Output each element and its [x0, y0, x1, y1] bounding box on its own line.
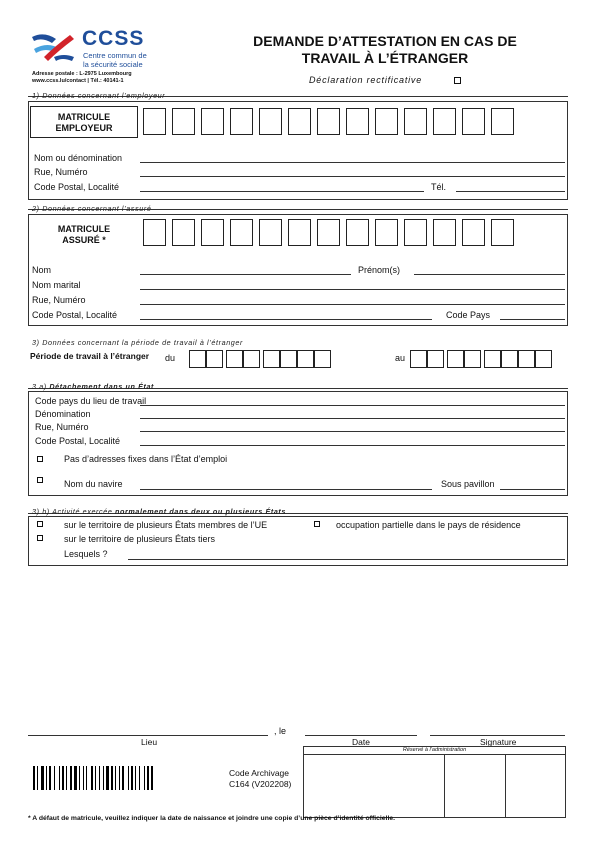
digit-box[interactable]	[501, 350, 518, 368]
digit-box[interactable]	[317, 108, 340, 135]
flag-label: Sous pavillon	[441, 479, 495, 489]
digit-box[interactable]	[314, 350, 331, 368]
ship-checkbox[interactable]	[37, 477, 43, 483]
digit-box[interactable]	[375, 108, 398, 135]
logo-text: CCSS	[82, 27, 145, 50]
insured-postal-label: Code Postal, Localité	[32, 310, 118, 320]
digit-box[interactable]	[226, 350, 243, 368]
partial-residence-checkbox[interactable]	[314, 521, 320, 527]
insured-country-field[interactable]	[500, 319, 565, 320]
ship-name-field[interactable]	[140, 489, 432, 490]
digit-box[interactable]	[201, 219, 224, 246]
digit-box[interactable]	[491, 108, 514, 135]
digit-box[interactable]	[346, 108, 369, 135]
barcode-bar	[106, 766, 109, 790]
barcode-bar	[41, 766, 44, 790]
admin-divider-1	[444, 754, 445, 818]
digit-box[interactable]	[280, 350, 297, 368]
employer-name-label: Nom ou dénomination	[34, 153, 123, 163]
section-3a-prefix: 3 a)	[32, 382, 50, 391]
insured-marital-label: Nom marital	[32, 280, 81, 290]
digit-box[interactable]	[263, 350, 280, 368]
barcode-bar	[83, 766, 84, 790]
insured-matricule-label-2: ASSURÉ *	[62, 235, 106, 245]
detachment-street-label: Rue, Numéro	[35, 422, 89, 432]
digit-box[interactable]	[288, 108, 311, 135]
insured-matricule-boxes[interactable]	[143, 219, 514, 246]
no-fixed-address-checkbox[interactable]	[37, 456, 43, 462]
barcode-bar	[66, 766, 67, 790]
date-separator: , le	[274, 726, 287, 736]
barcode-bar	[144, 766, 145, 790]
digit-box[interactable]	[230, 108, 253, 135]
employer-matricule-boxes[interactable]	[143, 108, 514, 135]
section-1-title: 1) Données concernant l’employeur	[32, 91, 166, 100]
insured-street-label: Rue, Numéro	[32, 295, 86, 305]
detachment-postal-label: Code Postal, Localité	[35, 436, 121, 446]
no-fixed-address-label: Pas d’adresses fixes dans l’État d’emploi	[64, 454, 228, 464]
admin-reserved-box	[303, 746, 566, 818]
rectification-checkbox[interactable]	[454, 77, 461, 84]
contact-line: www.ccss.lu/contact | Tél.: 40141-1	[32, 78, 124, 84]
digit-box[interactable]	[404, 219, 427, 246]
flag-field[interactable]	[500, 489, 565, 490]
barcode-bar	[151, 766, 153, 790]
which-states-field[interactable]	[128, 559, 565, 560]
period-label: Période de travail à l’étranger	[30, 351, 150, 361]
period-from-label: du	[165, 353, 176, 363]
digit-box[interactable]	[172, 108, 195, 135]
barcode-bar	[59, 766, 60, 790]
third-states-label: sur le territoire de plusieurs États tiers	[64, 534, 216, 544]
barcode-bar	[37, 766, 38, 790]
barcode-bar	[122, 766, 124, 790]
detachment-country-field[interactable]	[140, 405, 565, 406]
employer-matricule-label-2: EMPLOYEUR	[55, 123, 113, 133]
digit-box[interactable]	[143, 108, 166, 135]
barcode-bar	[46, 766, 47, 790]
barcode-bar	[147, 766, 149, 790]
digit-box[interactable]	[143, 219, 166, 246]
logo-subtitle-1: Centre commun de	[83, 51, 147, 60]
digit-box[interactable]	[375, 219, 398, 246]
barcode-bar	[128, 766, 129, 790]
postal-address: Adresse postale : L-2975 Luxembourg	[32, 71, 132, 77]
date-caption: Date	[352, 737, 370, 747]
barcode-bar	[103, 766, 104, 790]
barcode-bar	[62, 766, 64, 790]
insured-name-field[interactable]	[140, 274, 351, 275]
digit-box[interactable]	[464, 350, 481, 368]
admin-header-rule	[303, 754, 566, 755]
footnote: * A défaut de matricule, veuillez indiquer la date de naissance et joindre une copie d’une pièce d’identité officielle.	[28, 815, 395, 822]
detachment-street-field[interactable]	[140, 431, 565, 432]
digit-box[interactable]	[535, 350, 552, 368]
eu-states-label: sur le territoire de plusieurs États membres de l’UE	[64, 520, 268, 530]
digit-box[interactable]	[189, 350, 206, 368]
insured-street-field[interactable]	[140, 304, 565, 305]
ship-name-label: Nom du navire	[64, 479, 123, 489]
detachment-country-label: Code pays du lieu de travail	[35, 396, 147, 406]
logo-subtitle-2: la sécurité sociale	[83, 60, 143, 69]
admin-divider-2	[505, 754, 506, 818]
barcode-bar	[111, 766, 113, 790]
partial-residence-label: occupation partielle dans le pays de résidence	[336, 520, 521, 530]
digit-box[interactable]	[404, 108, 427, 135]
barcode-bar	[119, 766, 120, 790]
place-field[interactable]	[28, 735, 268, 736]
digit-box[interactable]	[447, 350, 464, 368]
period-from-boxes[interactable]	[189, 350, 331, 368]
form-title-line1: DEMANDE D’ATTESTATION EN CAS DE	[253, 33, 517, 49]
digit-box[interactable]	[410, 350, 427, 368]
section-3b-prefix: 3) b) Activité exercée	[32, 507, 116, 516]
signature-caption: Signature	[480, 737, 517, 747]
section-3a-bold: Détachement dans un État	[49, 382, 155, 391]
digit-box[interactable]	[484, 350, 501, 368]
insured-name-label: Nom	[32, 265, 52, 275]
barcode-bar	[95, 766, 96, 790]
admin-reserved-label: Réservé à l’administration	[402, 747, 467, 753]
digit-box[interactable]	[201, 108, 224, 135]
digit-box[interactable]	[433, 219, 456, 246]
digit-box[interactable]	[259, 108, 282, 135]
digit-box[interactable]	[206, 350, 223, 368]
section-2-title: 2) Données concernant l’assuré	[32, 204, 152, 213]
digit-box[interactable]	[433, 108, 456, 135]
detachment-name-field[interactable]	[140, 418, 565, 419]
barcode-bar	[54, 766, 55, 790]
digit-box[interactable]	[462, 108, 485, 135]
insured-firstname-label: Prénom(s)	[358, 265, 401, 275]
period-to-boxes[interactable]	[410, 350, 552, 368]
ccss-logo	[30, 27, 155, 72]
barcode-bar	[86, 766, 87, 790]
third-states-checkbox[interactable]	[37, 535, 43, 541]
employer-matricule-label-1: MATRICULE	[57, 112, 111, 122]
digit-box[interactable]	[462, 219, 485, 246]
section-3b-bold: normalement dans deux ou plusieurs États	[115, 507, 287, 516]
digit-box[interactable]	[346, 219, 369, 246]
employer-phone-label: Tél.	[431, 182, 447, 192]
barcode-bar	[91, 766, 93, 790]
digit-box[interactable]	[259, 219, 282, 246]
detachment-postal-field[interactable]	[140, 445, 565, 446]
detachment-name-label: Dénomination	[35, 409, 91, 419]
employer-street-field[interactable]	[140, 176, 565, 177]
barcode-bar	[99, 766, 100, 790]
digit-box[interactable]	[317, 219, 340, 246]
date-field[interactable]	[305, 735, 417, 736]
barcode-bar	[49, 766, 51, 790]
insured-firstname-field[interactable]	[414, 274, 565, 275]
employer-phone-field[interactable]	[456, 191, 565, 192]
insured-marital-field[interactable]	[140, 289, 565, 290]
barcode-bar	[139, 766, 140, 790]
insured-postal-field[interactable]	[140, 319, 432, 320]
barcode-bar	[70, 766, 72, 790]
employer-matricule-label-box	[30, 106, 138, 138]
digit-box[interactable]	[172, 219, 195, 246]
barcode-bar	[79, 766, 80, 790]
barcode-bar	[115, 766, 116, 790]
section-3-title: 3) Données concernant la période de travail à l’étranger	[32, 338, 243, 347]
period-to-label: au	[395, 353, 406, 363]
form-title-line2: TRAVAIL À L’ÉTRANGER	[301, 50, 469, 66]
barcode-bar	[135, 766, 136, 790]
rectification-label: Déclaration rectificative	[309, 75, 423, 85]
ccss-logo-mark	[30, 27, 78, 67]
section-3b-title	[32, 507, 286, 516]
digit-box[interactable]	[491, 219, 514, 246]
barcode-bar	[74, 766, 77, 790]
section-3a-title	[32, 382, 154, 391]
digit-box[interactable]	[243, 350, 260, 368]
archive-code-version: C164 (V202208)	[229, 779, 292, 789]
digit-box[interactable]	[427, 350, 444, 368]
digit-box[interactable]	[518, 350, 535, 368]
barcode-bar	[131, 766, 133, 790]
signature-field[interactable]	[430, 735, 565, 736]
eu-states-checkbox[interactable]	[37, 521, 43, 527]
archive-code-label: Code Archivage	[229, 768, 290, 778]
insured-matricule-label-1: MATRICULE	[57, 224, 111, 234]
barcode	[33, 766, 205, 790]
insured-country-label: Code Pays	[446, 310, 491, 320]
employer-street-label: Rue, Numéro	[34, 167, 88, 177]
employer-postal-field[interactable]	[140, 191, 424, 192]
which-states-label: Lesquels ?	[64, 549, 108, 559]
digit-box[interactable]	[297, 350, 314, 368]
employer-postal-label: Code Postal, Localité	[34, 182, 120, 192]
digit-box[interactable]	[288, 219, 311, 246]
barcode-bar	[33, 766, 35, 790]
employer-name-field[interactable]	[140, 162, 565, 163]
digit-box[interactable]	[230, 219, 253, 246]
place-caption: Lieu	[141, 737, 158, 747]
